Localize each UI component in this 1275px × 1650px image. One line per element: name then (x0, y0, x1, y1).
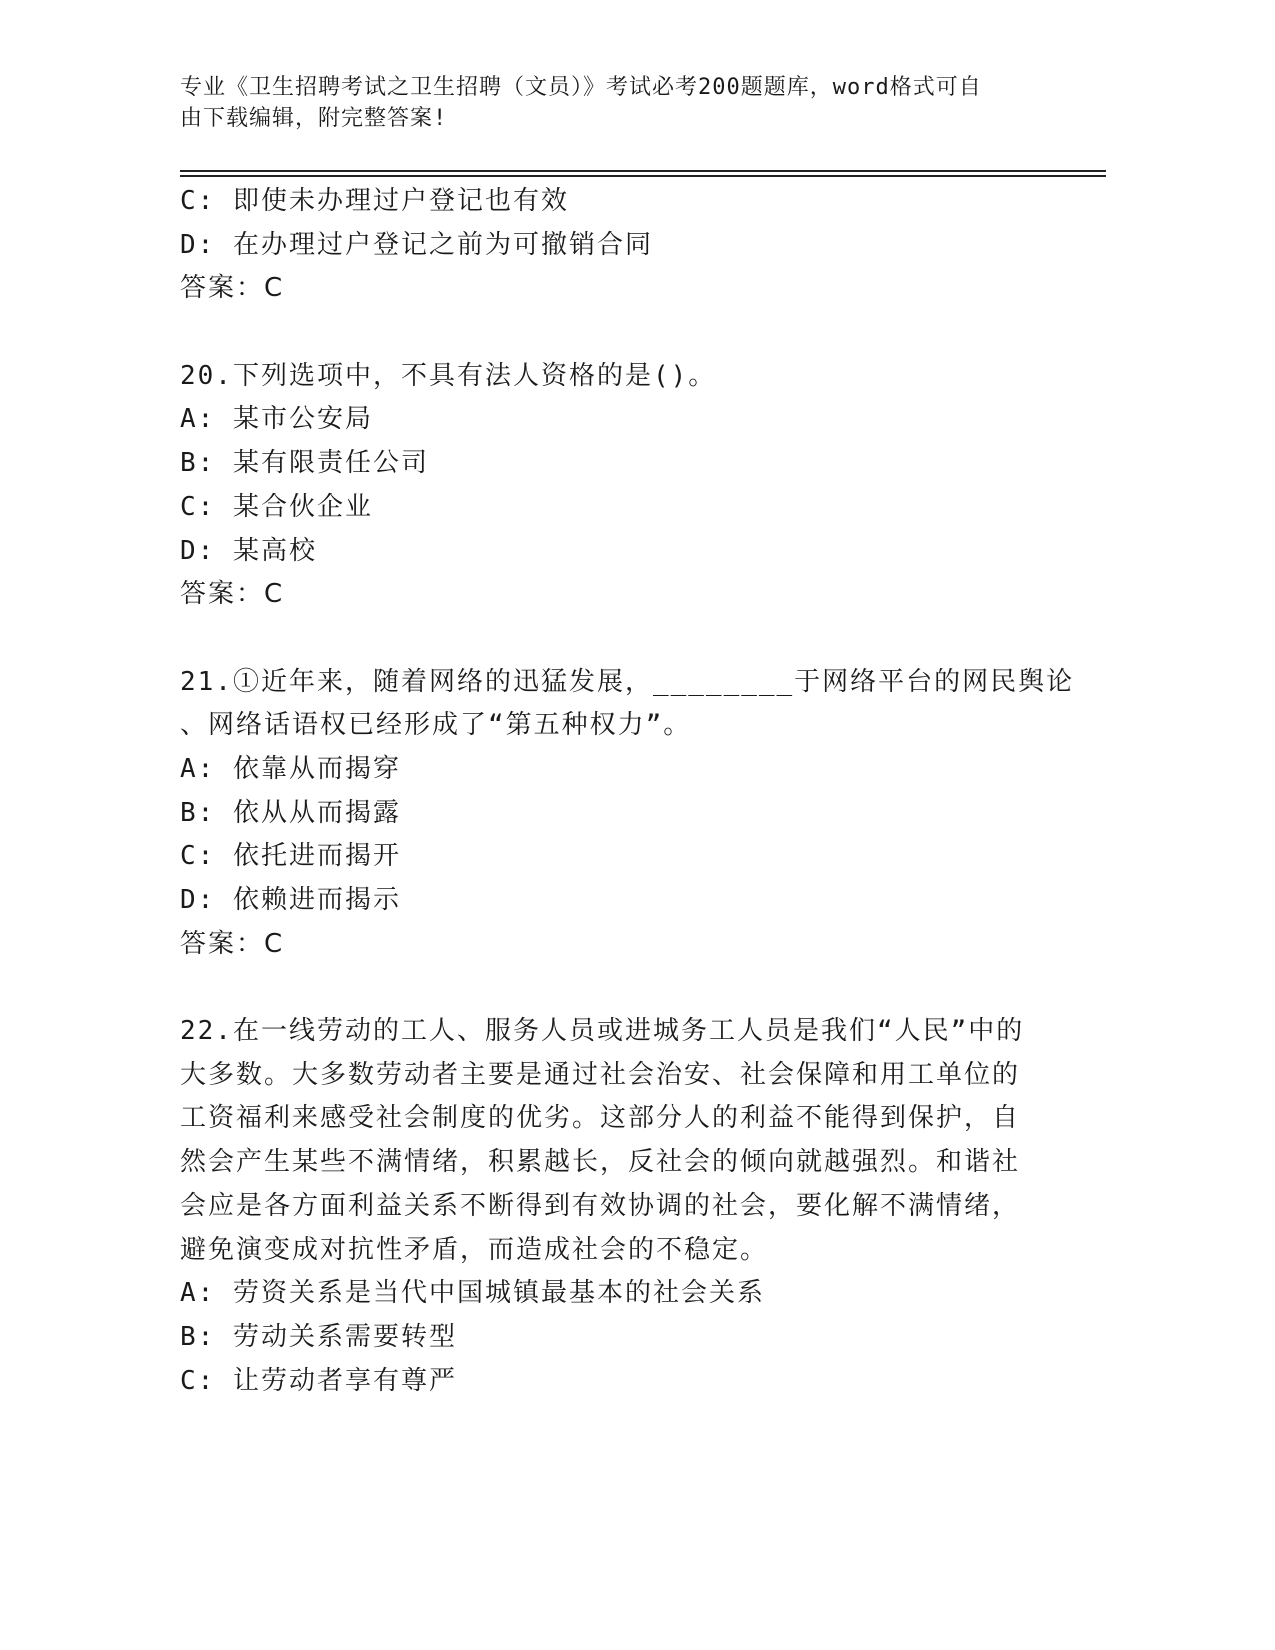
question-stem-line-2: 、网络话语权已经形成了“第五种权力”。 (180, 710, 692, 741)
option-c: C: 让劳动者享有尊严 (180, 1365, 457, 1396)
question-stem-line-1: 22.在一线劳动的工人、服务人员或进城务工人员是我们“人民”中的 (180, 1016, 1025, 1047)
answer-line: 答案：C (180, 273, 285, 304)
document-header (180, 72, 1060, 134)
question-stem-line-3: 工资福利来感受社会制度的优劣。这部分人的利益不能得到保护，自 (180, 1103, 1021, 1134)
header-rule-bottom (180, 175, 1106, 177)
spacer (180, 966, 1040, 1010)
option-c: C: 依托进而揭开 (180, 841, 401, 872)
option-b: B: 依从从而揭露 (180, 797, 401, 828)
question-stem: 20.下列选项中，不具有法人资格的是()。 (180, 360, 717, 391)
answer-line: 答案：C (180, 579, 285, 610)
question-stem-line-4: 然会产生某些不满情绪，积累越长，反社会的倾向就越强烈。和谐社 (180, 1147, 1021, 1178)
header-line-2: 由下载编辑，附完整答案! (180, 106, 448, 131)
option-d: D: 某高校 (180, 535, 317, 566)
question-stem-line-2: 大多数。大多数劳动者主要是通过社会治安、社会保障和用工单位的 (180, 1059, 1021, 1090)
question-stem-line-6: 避免演变成对抗性矛盾，而造成社会的不稳定。 (180, 1234, 769, 1265)
question-stem-line-1: 21.①近年来，随着网络的迅猛发展，________于网络平台的网民舆论 (180, 666, 1075, 697)
question-19-tail (180, 180, 1040, 311)
option-b: B: 某有限责任公司 (180, 448, 429, 479)
question-20 (180, 355, 1040, 617)
spacer (180, 617, 1040, 661)
option-a: A: 某市公安局 (180, 404, 373, 435)
question-list (180, 180, 1075, 1403)
header-rule-top (180, 170, 1106, 172)
option-b: B: 劳动关系需要转型 (180, 1321, 457, 1352)
question-22 (180, 1010, 1040, 1403)
question-21 (180, 661, 1075, 967)
option-a: A: 劳资关系是当代中国城镇最基本的社会关系 (180, 1278, 765, 1309)
spacer (180, 311, 1040, 355)
option-c: C: 某合伙企业 (180, 491, 373, 522)
option-a: A: 依靠从而揭穿 (180, 753, 401, 784)
option-c: C: 即使未办理过户登记也有效 (180, 186, 569, 216)
option-d: D: 在办理过户登记之前为可撤销合同 (180, 229, 653, 260)
question-stem-line-5: 会应是各方面利益关系不断得到有效协调的社会，要化解不满情绪， (180, 1190, 1021, 1221)
answer-line: 答案：C (180, 928, 285, 959)
header-line-1: 专业《卫生招聘考试之卫生招聘（文员）》考试必考200题题库，word格式可自 (180, 75, 982, 100)
option-d: D: 依赖进而揭示 (180, 885, 401, 915)
